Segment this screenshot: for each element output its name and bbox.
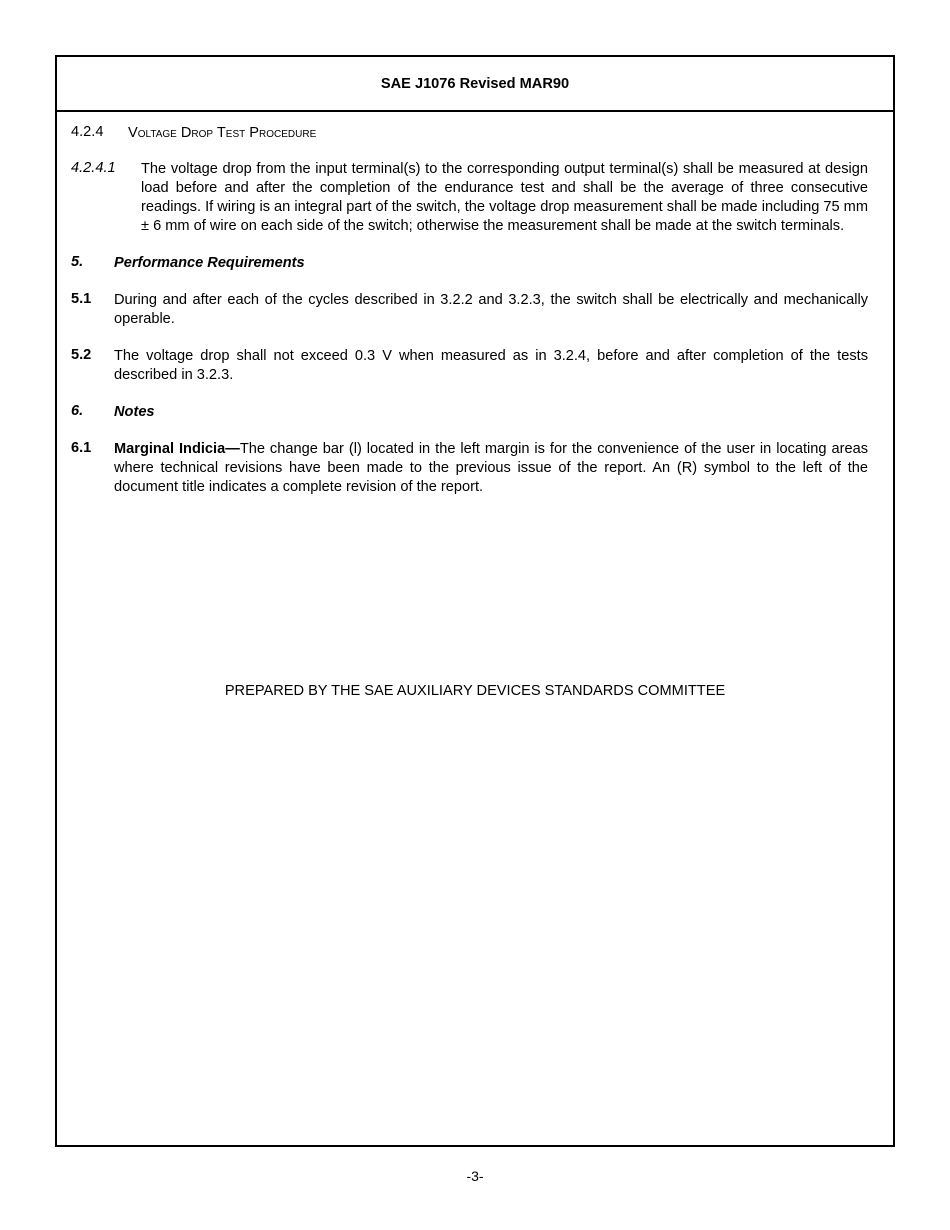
section-text: During and after each of the cycles described in 3.2.2 and 3.2.3, the switch shall be electrically and mechanically operable. bbox=[114, 292, 868, 327]
section-title: Voltage Drop Test Procedure bbox=[128, 125, 317, 141]
section-6-1 bbox=[71, 440, 868, 497]
section-6 bbox=[71, 403, 868, 422]
section-text: The voltage drop shall not exceed 0.3 V when measured as in 3.2.4, before and after completion of the tests described in 3.2.3. bbox=[114, 348, 868, 383]
section-4-2-4 bbox=[71, 124, 868, 143]
document-body bbox=[71, 124, 868, 497]
section-text bbox=[114, 440, 868, 497]
section-lead: Marginal Indicia— bbox=[114, 441, 240, 457]
page-number: -3- bbox=[466, 1168, 484, 1184]
section-5-2 bbox=[71, 347, 868, 385]
document-header bbox=[57, 57, 893, 112]
document-title: SAE J1076 Revised MAR90 bbox=[380, 75, 570, 92]
section-5-1 bbox=[71, 291, 868, 329]
section-4-2-4-1 bbox=[71, 160, 868, 236]
section-5 bbox=[71, 254, 868, 273]
section-number: 4.2.4 bbox=[71, 124, 104, 140]
section-number: 6. bbox=[71, 403, 84, 419]
section-heading: Notes bbox=[114, 404, 155, 420]
section-number: 5. bbox=[71, 254, 84, 270]
section-number: 4.2.4.1 bbox=[71, 160, 116, 176]
section-number: 5.1 bbox=[71, 291, 92, 307]
committee-statement: PREPARED BY THE SAE AUXILIARY DEVICES STANDARDS COMMITTEE bbox=[224, 683, 726, 699]
page-frame bbox=[55, 55, 895, 1147]
section-number: 6.1 bbox=[71, 440, 92, 456]
section-number: 5.2 bbox=[71, 347, 92, 363]
section-text: The voltage drop from the input terminal(s) to the corresponding output terminal(s) shall be measured at design load before and after the completion of the endurance test and shall be the average of three consecutive readings. If wiring is an integral part of the switch, the voltage drop measurement shall be made including 75 mm ± 6 mm of wire on each side of the switch; otherwise the measurement shall be made at the switch terminals. bbox=[141, 161, 868, 234]
section-heading: Performance Requirements bbox=[114, 255, 305, 271]
section-body: The change bar (l) located in the left margin is for the convenience of the user in locating areas where technical revisions have been made to the previous issue of the report. An (R) symbol to the left of the document title indicates a complete revision of the report. bbox=[114, 441, 868, 495]
